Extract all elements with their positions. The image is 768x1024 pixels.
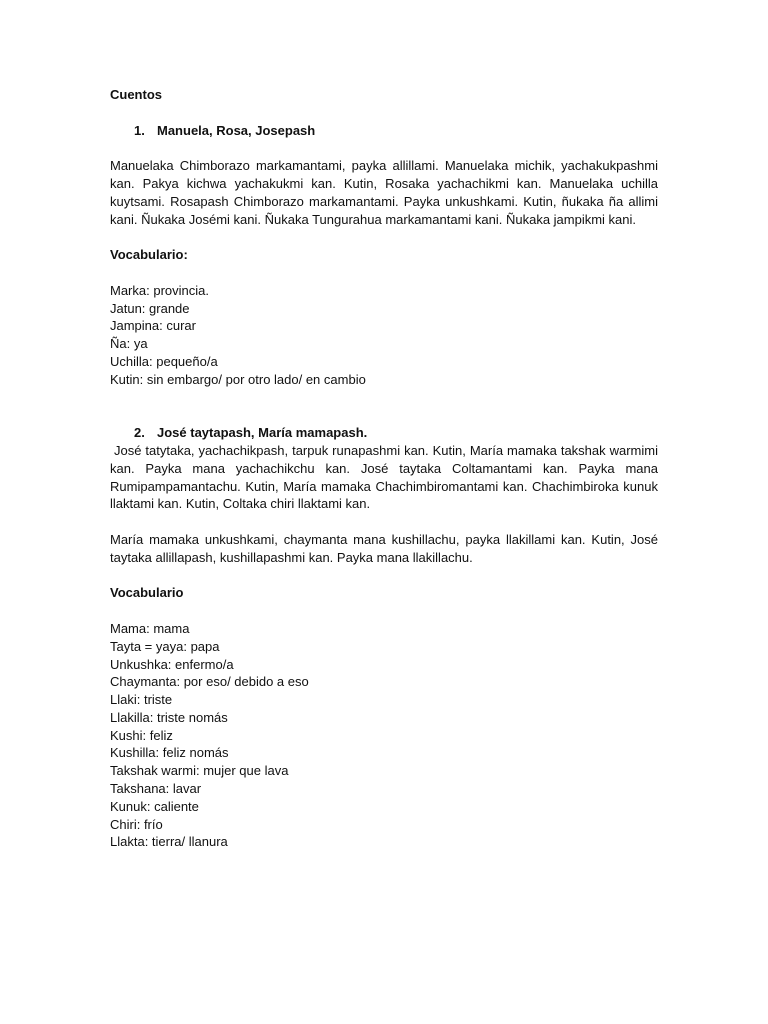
vocab-item: Marka: provincia. (110, 282, 209, 298)
vocab-item: Ña: ya (110, 336, 148, 352)
vocab-item: Unkushka: enfermo/a (110, 656, 234, 672)
story-2-title (134, 424, 658, 442)
story-1-title-text: Manuela, Rosa, Josepash (157, 122, 316, 138)
vocab-item: Jampina: curar (110, 318, 196, 334)
vocab-item: Kushi: feliz (110, 727, 173, 743)
story-2-paragraph-2: María mamaka unkushkami, chaymanta mana kushillachu, payka llakillami kan. Kutin, José taytaka allillapash, kushillapashmi kan. Payka mana llakillachu. (110, 531, 658, 565)
story-2-paragraph-1: José tatytaka, yachachikpash, tarpuk runapashmi kan. Kutin, María mamaka takshak warmimi kan. Payka mana yachachikchu kan. José taytaka Coltamantami kan. Payka mana Rumipampamantachu. Kutin, María mamaka Chachimbiromantami kan. Chachimbiroka kunuk llaktami kan. Kutin, Coltaka chiri llaktami kan. (110, 442, 662, 512)
story-1-vocab-heading: Vocabulario: (110, 247, 188, 263)
vocab-item: Mama: mama (110, 620, 190, 636)
story-2-title-text: José taytapash, María mamapash. (157, 425, 368, 441)
story-1-vocab-list (110, 282, 658, 389)
vocab-item: Uchilla: pequeño/a (110, 353, 218, 369)
document-title: Cuentos (110, 87, 162, 102)
vocab-item: Takshana: lavar (110, 781, 202, 797)
vocab-item: Chaymanta: por eso/ debido a eso (110, 674, 309, 690)
vocab-item: Llakilla: triste nomás (110, 709, 228, 725)
vocab-item: Chiri: frío (110, 816, 163, 832)
story-2-vocab-heading: Vocabulario (110, 585, 184, 601)
story-2-vocab-list (110, 620, 658, 851)
vocab-item: Kushilla: feliz nomás (110, 745, 229, 761)
vocab-item: Kunuk: caliente (110, 798, 199, 814)
vocab-item: Llaki: triste (110, 692, 173, 708)
story-1-title (134, 122, 658, 140)
vocab-item: Tayta = yaya: papa (110, 638, 220, 654)
vocab-item: Jatun: grande (110, 300, 190, 316)
vocab-item: Takshak warmi: mujer que lava (110, 763, 289, 779)
story-2-number: 2. (134, 425, 145, 441)
vocab-item: Kutin: sin embargo/ por otro lado/ en cambio (110, 371, 366, 387)
story-1-number: 1. (134, 122, 145, 138)
story-1-paragraph: Manuelaka Chimborazo markamantami, payka allillami. Manuelaka michik, yachakukpashmi kan. Pakya kichwa yachakukmi kan. Kutin, Rosaka yachachikmi kan. Manuelaka uchilla kuytsami. Rosapash Chimborazo markamantami. Payka unkushkami. Kutin, ñukaka ña allimi kani. Ñukaka Josémi kani. Ñukaka Tungurahua markamantami kani. Ñukaka jampikmi kani. (110, 158, 658, 227)
vocab-item: Llakta: tierra/ llanura (110, 834, 228, 850)
